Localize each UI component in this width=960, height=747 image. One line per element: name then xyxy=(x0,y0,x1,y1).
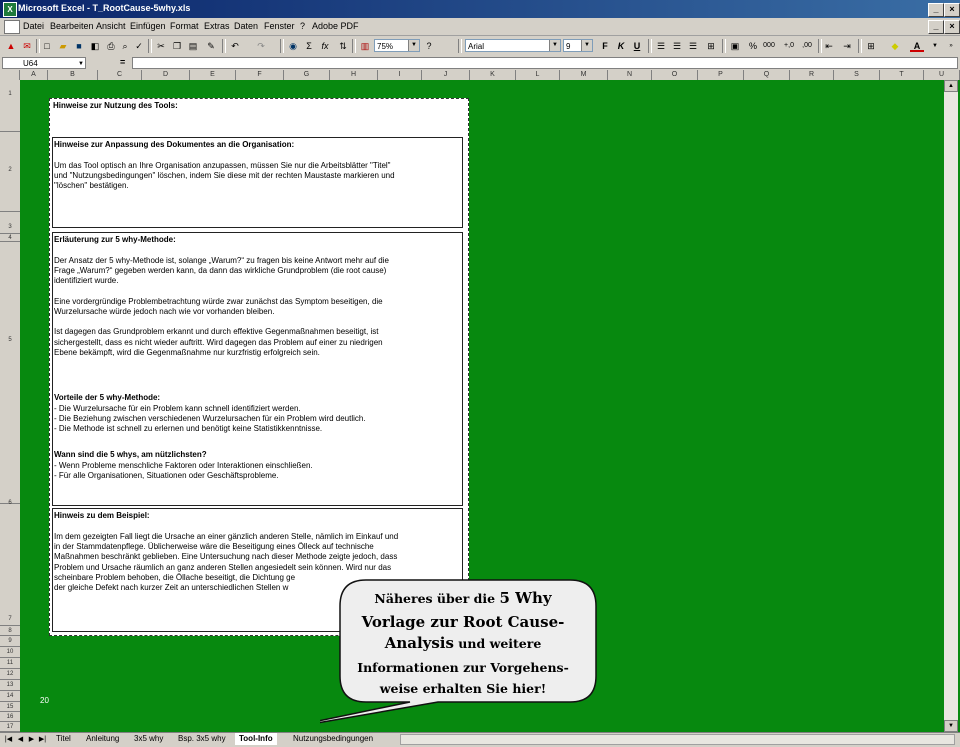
increase-decimal-icon[interactable]: +,0 xyxy=(784,42,794,49)
toolbar xyxy=(0,36,960,57)
section-method-heading: Erläuterung zur 5 why-Methode: xyxy=(54,235,176,244)
align-left-icon[interactable]: ☰ xyxy=(656,41,666,51)
formula-bar xyxy=(0,56,960,70)
menu-extras[interactable]: Extras xyxy=(204,21,230,31)
column-header[interactable]: P xyxy=(698,70,744,80)
copy-icon[interactable]: ❐ xyxy=(172,41,182,51)
horizontal-scrollbar[interactable] xyxy=(400,734,955,745)
fill-color-icon[interactable]: ◆ xyxy=(891,41,899,51)
row-header[interactable]: 8 xyxy=(0,626,20,636)
column-header[interactable]: E xyxy=(190,70,236,80)
font-color-button[interactable]: A xyxy=(910,39,924,52)
open-icon[interactable]: ▰ xyxy=(59,41,67,51)
title-bar xyxy=(0,0,960,18)
menu-daten[interactable]: Daten xyxy=(234,21,259,31)
tab-titel[interactable]: Titel xyxy=(56,734,71,743)
font-value: Arial xyxy=(468,42,485,51)
callout-line3b: und weitere xyxy=(453,636,542,651)
callout-line4: Informationen zur Vorgehens- xyxy=(357,660,569,675)
section-adapt xyxy=(52,137,463,228)
scroll-down-icon[interactable]: ▼ xyxy=(944,720,958,732)
decrease-decimal-icon[interactable]: ,00 xyxy=(802,42,812,49)
section-adapt-body: Um das Tool optisch an Ihre Organisation anzupassen, müssen Sie nur die Arbeitsblätter "Titel" und "Nutzungsbedingungen" löschen, indem Sie diese mit der rechten Maustaste markieren und "löschen" bestätigen. xyxy=(54,161,395,191)
merge-center-icon[interactable]: ⊞ xyxy=(707,41,715,51)
vertical-scrollbar[interactable] xyxy=(944,80,958,732)
italic-button[interactable]: K xyxy=(617,41,625,51)
info-text-box[interactable] xyxy=(49,98,469,636)
column-header[interactable]: L xyxy=(516,70,560,80)
name-box-value: U64 xyxy=(23,59,38,68)
help-icon[interactable]: ? xyxy=(426,41,432,51)
section-method-body: Der Ansatz der 5 why-Methode ist, solange „Warum?“ zu fragen bis keine Antwort mehr auf die Frage „Warum?“ gegeben werden kann, da dann das wirkliche Grundproblem (die root cause) identifiziert wurde. Eine vordergründige Problembetrachtung würde zwar zunächst das Symptom beseitigen, die Wurzelursache würde jedoch nach wie vor vorhanden bleiben. Ist dagegen das Grundproblem erkannt und durch effektive Gegenmaßnahmen beseitigt, ist sichergestellt, dass es nicht wieder auftritt. Wird dagegen das Problem auf einer zu niedrigen Ebene bekämpft, wird die Gegenmaßnahme nur kurzfristig erfolgreich sein. xyxy=(54,256,389,357)
zoom-value: 75% xyxy=(377,42,394,51)
scroll-up-icon[interactable]: ▲ xyxy=(944,80,958,92)
chevron-down-icon: ▼ xyxy=(581,40,592,51)
column-header[interactable]: G xyxy=(284,70,330,80)
chevron-down-icon[interactable]: ▼ xyxy=(932,43,938,49)
chevron-down-icon: ▼ xyxy=(549,40,560,51)
paste-icon[interactable]: ▤ xyxy=(188,41,198,51)
menu-bar xyxy=(0,18,960,36)
last-sheet-icon[interactable]: ▶| xyxy=(38,736,47,743)
document-icon[interactable] xyxy=(4,20,20,34)
column-header[interactable]: C xyxy=(98,70,142,80)
row-header[interactable]: 1 xyxy=(0,80,20,132)
section-method xyxy=(52,232,463,506)
print-preview-icon[interactable]: ⌕ xyxy=(122,41,128,51)
page-number: 20 xyxy=(40,696,49,705)
row-header[interactable]: 15 xyxy=(0,702,20,712)
zoom-select[interactable] xyxy=(374,39,420,52)
first-sheet-icon[interactable]: |◀ xyxy=(4,736,13,743)
chevron-down-icon: ▼ xyxy=(78,61,84,67)
underline-button[interactable]: U xyxy=(633,41,641,51)
column-header[interactable]: J xyxy=(422,70,470,80)
callout-line2: Vorlage zur Root Cause- xyxy=(361,613,565,631)
font-select[interactable] xyxy=(465,39,561,52)
advantages-list: - Die Wurzelursache für ein Problem kann schnell identifiziert werden. - Die Beziehung zwischen verschiedenen Wurzelursachen für ein Problem wird deutlich. - Die Methode ist schnell zu erlernen und benötigt keine Statistikkenntnisse. xyxy=(54,404,366,434)
percent-button[interactable]: % xyxy=(748,41,757,51)
when-heading: Wann sind die 5 whys, am nützlichsten? xyxy=(54,450,207,459)
window-title: Microsoft Excel - T_RootCause-5why.xls xyxy=(18,3,191,13)
next-sheet-icon[interactable]: ▶ xyxy=(28,736,35,743)
chevron-down-icon: ▼ xyxy=(408,40,419,51)
pdf-icon[interactable]: ▲ xyxy=(6,41,16,51)
hyperlink-icon[interactable]: ◉ xyxy=(289,41,297,51)
column-header[interactable]: K xyxy=(470,70,516,80)
callout-line5: weise erhalten Sie hier! xyxy=(379,681,547,696)
column-header[interactable]: B xyxy=(48,70,98,80)
column-header[interactable]: N xyxy=(608,70,652,80)
tab-anleitung[interactable]: Anleitung xyxy=(86,734,120,743)
spelling-icon[interactable]: ✓ xyxy=(135,41,143,51)
new-icon[interactable]: □ xyxy=(44,41,50,51)
menu-bearbeiten[interactable]: Bearbeiten xyxy=(50,21,94,31)
column-header[interactable]: T xyxy=(880,70,924,80)
column-headers xyxy=(0,70,960,80)
column-header[interactable]: Q xyxy=(744,70,790,80)
formula-input[interactable] xyxy=(132,57,958,69)
menu-einfuegen[interactable]: Einfügen xyxy=(130,21,166,31)
row-header[interactable]: 13 xyxy=(0,680,20,691)
row-header[interactable]: 6 xyxy=(0,342,20,504)
close-button[interactable]: × xyxy=(944,3,960,17)
row-header[interactable]: 10 xyxy=(0,647,20,658)
chart-icon[interactable]: ▥ xyxy=(360,41,370,51)
row-header[interactable]: 3 xyxy=(0,212,20,234)
when-list: - Wenn Probleme menschliche Faktoren oder Interaktionen einschließen. - Für alle Organisationen, Situationen oder Geschäftsprobleme. xyxy=(54,461,313,481)
function-icon[interactable]: fx xyxy=(321,41,329,51)
cut-icon[interactable]: ✂ xyxy=(157,41,165,51)
row-header[interactable]: 16 xyxy=(0,712,20,722)
row-header[interactable]: 12 xyxy=(0,669,20,680)
align-right-icon[interactable]: ☰ xyxy=(688,41,698,51)
formula-equals[interactable]: = xyxy=(120,57,126,67)
align-center-icon[interactable]: ☰ xyxy=(672,41,682,51)
callout-line1a: Näheres über die xyxy=(374,591,500,606)
menu-datei[interactable]: Datei xyxy=(23,21,45,31)
tab-bsp-3x5-why[interactable]: Bsp. 3x5 why xyxy=(178,734,226,743)
save-icon[interactable]: ■ xyxy=(76,41,82,51)
undo-icon[interactable]: ↶ xyxy=(231,41,239,51)
tab-nutzungsbedingungen[interactable]: Nutzungsbedingungen xyxy=(293,734,374,743)
select-all-corner[interactable] xyxy=(0,70,20,80)
format-painter-icon[interactable]: ✎ xyxy=(207,41,215,51)
column-header[interactable]: H xyxy=(330,70,378,80)
tab-tool-info[interactable]: Tool-Info xyxy=(235,733,277,745)
row-header[interactable]: 17 xyxy=(0,722,20,732)
column-header[interactable]: S xyxy=(834,70,880,80)
sheet-tab-bar xyxy=(0,732,960,747)
section-example-heading: Hinweis zu dem Beispiel: xyxy=(54,511,150,520)
print-icon[interactable]: ⎙ xyxy=(107,41,115,51)
column-header[interactable]: R xyxy=(790,70,834,80)
name-box[interactable] xyxy=(2,57,86,69)
prev-sheet-icon[interactable]: ◀ xyxy=(17,736,24,743)
sort-icon[interactable]: ⇅ xyxy=(339,41,347,51)
column-header[interactable]: U xyxy=(924,70,960,80)
column-header[interactable]: D xyxy=(142,70,190,80)
menu-ansicht[interactable]: Ansicht xyxy=(96,21,126,31)
menu-help[interactable]: ? xyxy=(300,21,306,31)
row-header[interactable]: 2 xyxy=(0,132,20,212)
row-header[interactable]: 9 xyxy=(0,636,20,647)
menu-format[interactable]: Format xyxy=(170,21,199,31)
advantages-heading: Vorteile der 5 why-Methode: xyxy=(54,393,161,402)
borders-icon[interactable]: ⊞ xyxy=(867,41,875,51)
column-header[interactable]: A xyxy=(20,70,48,80)
autosum-icon[interactable]: Σ xyxy=(306,41,312,51)
decrease-indent-icon[interactable]: ⇤ xyxy=(825,41,833,51)
column-header[interactable]: F xyxy=(236,70,284,80)
callout-line1b: 5 Why xyxy=(499,589,552,607)
callout-line3a: Analysis xyxy=(384,634,454,652)
increase-indent-icon[interactable]: ⇥ xyxy=(843,41,851,51)
currency-icon[interactable]: ▣ xyxy=(730,41,740,51)
toolbar-options-icon[interactable]: » xyxy=(949,43,953,49)
thousands-button[interactable]: 000 xyxy=(763,42,775,49)
column-header[interactable]: I xyxy=(378,70,422,80)
redo-icon[interactable]: ↷ xyxy=(257,41,265,51)
row-header[interactable]: 14 xyxy=(0,691,20,702)
column-header[interactable]: M xyxy=(560,70,608,80)
permission-icon[interactable]: ◧ xyxy=(90,41,100,51)
section-example-body: Im dem gezeigten Fall liegt die Ursache an einer gänzlich anderen Stelle, nämlich im Einkauf und in der Stammdatenpflege. Üblicherweise wäre die Beseitigung eines Ölleck auf technische Maßnahmen beschränkt geblieben. Eine Untersuchung nach dieser Methode zeigte jedoch, dass Problem und Ursache räumlich an ganz anderen Stellen angesiedelt sein können. Wird nur das scheinbare Problem behoben, die Öllache beseitigt, die Dichtung ge der gleiche Defekt nach kurzer Zeit an unterschiedlichen Stellen w xyxy=(54,532,399,593)
excel-icon[interactable]: X xyxy=(3,2,17,17)
hint-title: Hinweise zur Nutzung des Tools: xyxy=(53,101,178,110)
row-header[interactable]: 4 xyxy=(0,234,20,242)
menu-adobe-pdf[interactable]: Adobe PDF xyxy=(312,21,359,31)
font-size-select[interactable] xyxy=(563,39,593,52)
column-header[interactable]: O xyxy=(652,70,698,80)
font-size-value: 9 xyxy=(566,42,571,51)
row-header[interactable]: 11 xyxy=(0,658,20,669)
menu-fenster[interactable]: Fenster xyxy=(264,21,295,31)
callout-text[interactable] xyxy=(344,588,582,699)
row-header[interactable]: 5 xyxy=(0,242,20,504)
minimize-button[interactable]: _ xyxy=(928,3,944,17)
row-header[interactable]: 7 xyxy=(0,504,20,626)
doc-minimize-button[interactable]: _ xyxy=(928,20,944,34)
tab-3x5-why[interactable]: 3x5 why xyxy=(134,734,164,743)
row-headers xyxy=(0,80,20,732)
bold-button[interactable]: F xyxy=(602,41,608,51)
pdf-mail-icon[interactable]: ✉ xyxy=(23,41,31,51)
doc-close-button[interactable]: × xyxy=(944,20,960,34)
section-adapt-heading: Hinweise zur Anpassung des Dokumentes an die Organisation: xyxy=(54,140,295,149)
